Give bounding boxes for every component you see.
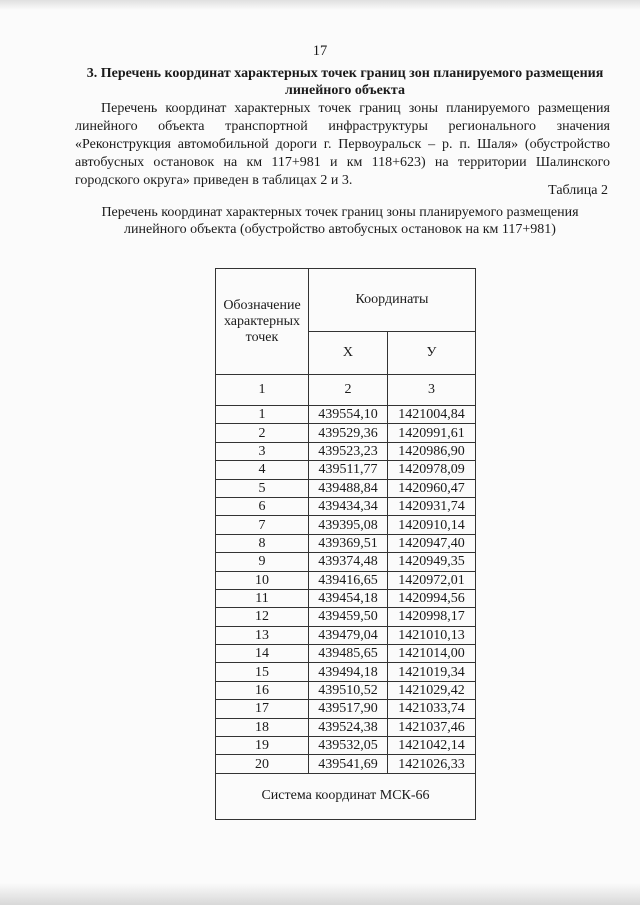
y-value: 1420972,01 — [387, 571, 475, 589]
y-value: 1421019,34 — [387, 663, 475, 681]
footer-row — [216, 773, 476, 819]
point-number: 3 — [216, 442, 309, 460]
x-value: 439494,18 — [309, 663, 388, 681]
point-number: 1 — [216, 406, 309, 424]
point-number: 12 — [216, 608, 309, 626]
x-value: 439517,90 — [309, 700, 388, 718]
table-label: Таблица 2 — [548, 183, 608, 198]
x-value: 439523,23 — [309, 442, 388, 460]
x-value: 439532,05 — [309, 737, 388, 755]
point-number: 13 — [216, 626, 309, 644]
table-row — [216, 645, 476, 663]
point-number: 16 — [216, 681, 309, 699]
section-heading: 3. Перечень координат характерных точек границ зон планируемого размещения линейного объекта — [86, 66, 604, 98]
point-number: 11 — [216, 589, 309, 607]
point-number: 18 — [216, 718, 309, 736]
x-value: 439479,04 — [309, 626, 388, 644]
header-row — [216, 269, 476, 332]
y-value: 1421026,33 — [387, 755, 475, 773]
point-number: 15 — [216, 663, 309, 681]
y-value: 1421014,00 — [387, 645, 475, 663]
table-row — [216, 442, 476, 460]
x-value: 439374,48 — [309, 553, 388, 571]
coordinates-table — [215, 268, 476, 820]
table-row — [216, 571, 476, 589]
point-number: 10 — [216, 571, 309, 589]
x-value: 439510,52 — [309, 681, 388, 699]
point-number: 14 — [216, 645, 309, 663]
table-row — [216, 608, 476, 626]
table-row — [216, 497, 476, 515]
point-number: 9 — [216, 553, 309, 571]
table-row — [216, 663, 476, 681]
y-value: 1421010,13 — [387, 626, 475, 644]
table-row — [216, 516, 476, 534]
y-value: 1421042,14 — [387, 737, 475, 755]
header-designation: Обозначение характерных точек — [216, 269, 309, 375]
y-value: 1421033,74 — [387, 700, 475, 718]
point-number: 7 — [216, 516, 309, 534]
x-value: 439459,50 — [309, 608, 388, 626]
x-value: 439511,77 — [309, 461, 388, 479]
point-number: 6 — [216, 497, 309, 515]
y-value: 1420991,61 — [387, 424, 475, 442]
y-value: 1420910,14 — [387, 516, 475, 534]
table-caption: Перечень координат характерных точек границ зоны планируемого размещения линейного объекта (обустройство автобусных остановок на км 117+981) — [101, 205, 579, 237]
x-value: 439488,84 — [309, 479, 388, 497]
x-value: 439454,18 — [309, 589, 388, 607]
y-value: 1420986,90 — [387, 442, 475, 460]
point-number: 19 — [216, 737, 309, 755]
point-number: 5 — [216, 479, 309, 497]
table-row — [216, 589, 476, 607]
y-value: 1421037,46 — [387, 718, 475, 736]
header-x: Х — [309, 332, 388, 375]
x-value: 439554,10 — [309, 406, 388, 424]
y-value: 1420931,74 — [387, 497, 475, 515]
table-row — [216, 424, 476, 442]
x-value: 439529,36 — [309, 424, 388, 442]
table-row — [216, 553, 476, 571]
table-row — [216, 737, 476, 755]
x-value: 439434,34 — [309, 497, 388, 515]
header-coordinates: Координаты — [309, 269, 476, 332]
y-value: 1420994,56 — [387, 589, 475, 607]
page-number: 17 — [312, 43, 328, 59]
x-value: 439395,08 — [309, 516, 388, 534]
table-row — [216, 681, 476, 699]
column-number: 2 — [309, 375, 388, 406]
scan-shadow-top — [0, 0, 640, 10]
x-value: 439485,65 — [309, 645, 388, 663]
table-row — [216, 479, 476, 497]
table-row — [216, 755, 476, 773]
table-row — [216, 534, 476, 552]
point-number: 8 — [216, 534, 309, 552]
x-value: 439541,69 — [309, 755, 388, 773]
point-number: 2 — [216, 424, 309, 442]
column-number: 1 — [216, 375, 309, 406]
y-value: 1420947,40 — [387, 534, 475, 552]
coordinate-system-note: Система координат МСК-66 — [216, 773, 476, 819]
point-number: 4 — [216, 461, 309, 479]
y-value: 1420960,47 — [387, 479, 475, 497]
table-row — [216, 626, 476, 644]
point-number: 17 — [216, 700, 309, 718]
y-value: 1420998,17 — [387, 608, 475, 626]
y-value: 1421004,84 — [387, 406, 475, 424]
table-row — [216, 700, 476, 718]
column-number-row — [216, 375, 476, 406]
table-row — [216, 461, 476, 479]
y-value: 1421029,42 — [387, 681, 475, 699]
intro-paragraph: Перечень координат характерных точек границ зоны планируемого размещения линейного объекта транспортной инфраструктуры регионального значения «Реконструкция автомобильной дороги г. Первоуральск – р. п. Шаля» (обустройство автобусных остановок на км 117+981 и км 118+623) на территории Шалинского городского округа» приведен в таблицах 2 и 3. — [75, 101, 610, 188]
y-value: 1420949,35 — [387, 553, 475, 571]
table-row — [216, 718, 476, 736]
header-y: У — [387, 332, 475, 375]
y-value: 1420978,09 — [387, 461, 475, 479]
scan-shadow-bottom — [0, 883, 640, 905]
column-number: 3 — [387, 375, 475, 406]
table-row — [216, 406, 476, 424]
point-number: 20 — [216, 755, 309, 773]
x-value: 439416,65 — [309, 571, 388, 589]
x-value: 439524,38 — [309, 718, 388, 736]
x-value: 439369,51 — [309, 534, 388, 552]
